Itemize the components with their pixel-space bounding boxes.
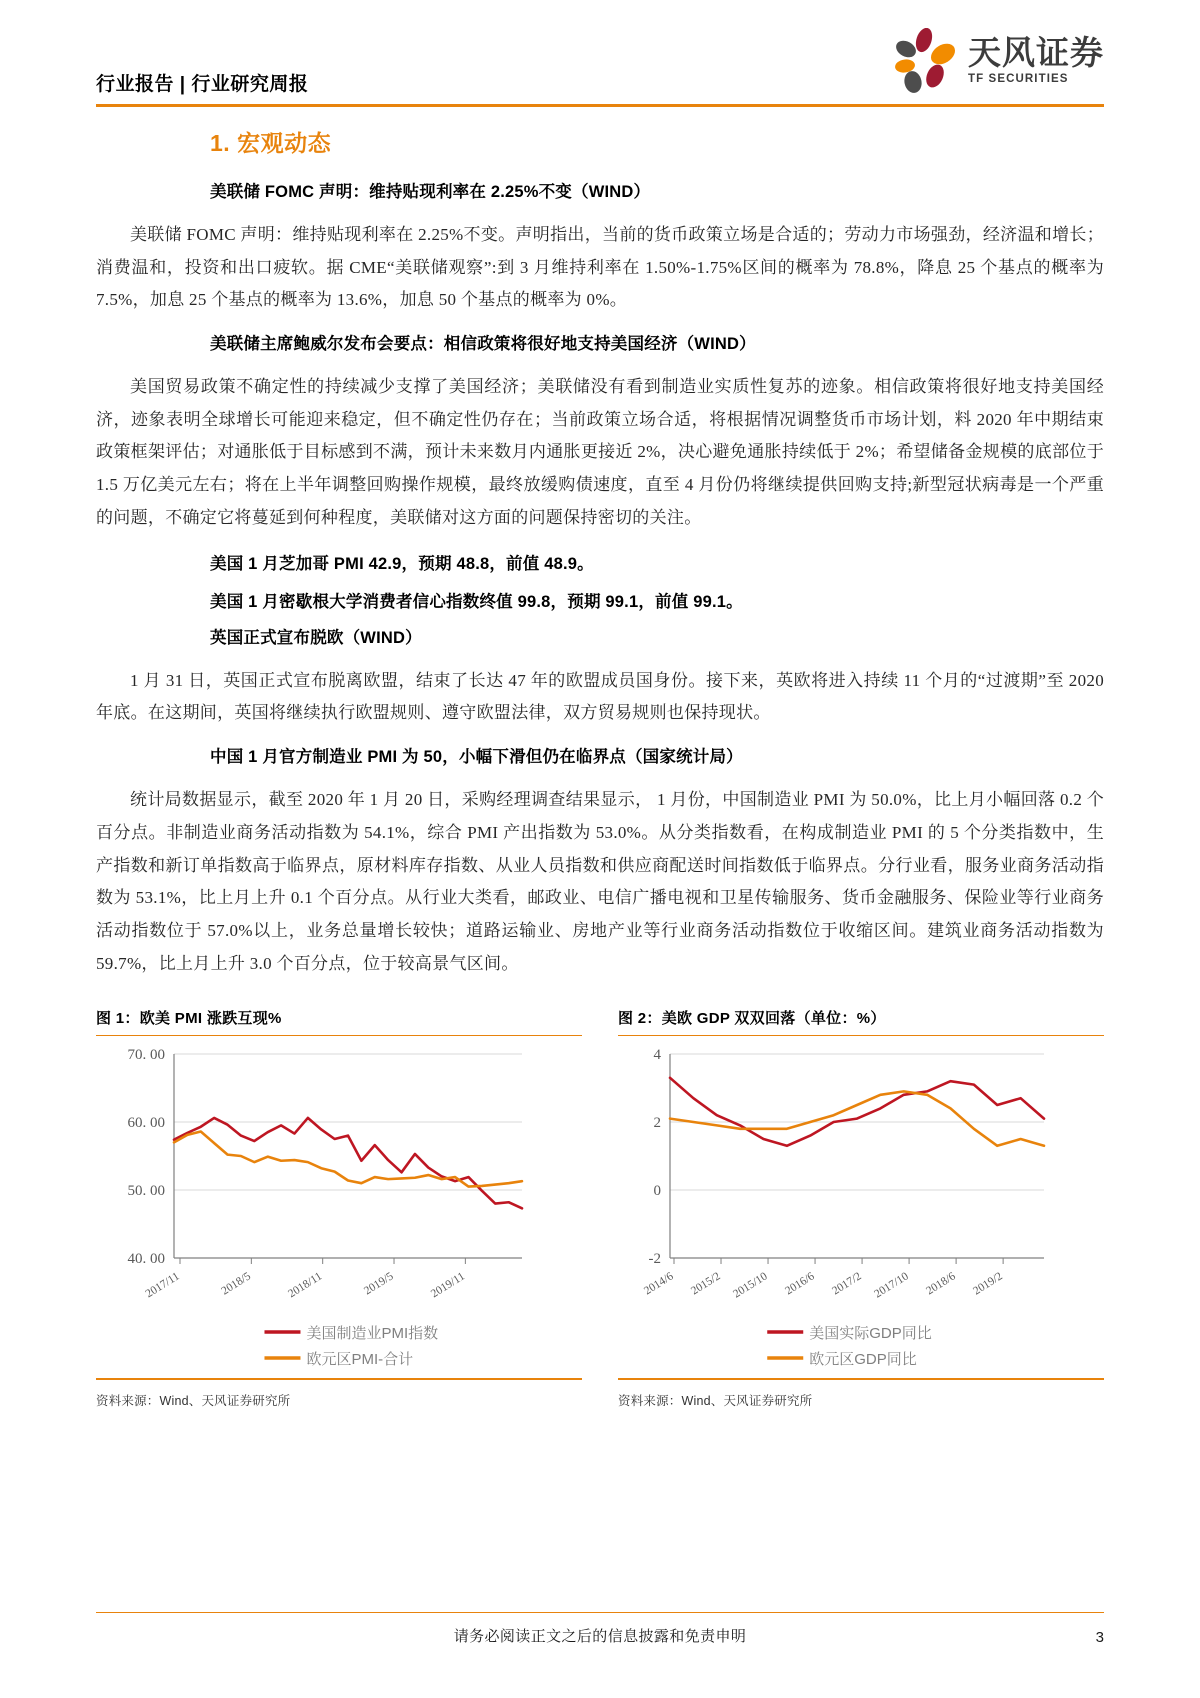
page-footer	[96, 1612, 1104, 1647]
svg-text:2015/10: 2015/10	[731, 1270, 770, 1301]
svg-text:70. 00: 70. 00	[127, 1047, 165, 1064]
pinwheel-logo-icon	[886, 28, 960, 94]
svg-text:2018/6: 2018/6	[924, 1270, 958, 1298]
chart-2-plot	[618, 1036, 1104, 1376]
page-header	[96, 0, 1104, 102]
svg-text:2014/6: 2014/6	[642, 1270, 676, 1298]
svg-text:2015/2: 2015/2	[689, 1270, 723, 1298]
svg-text:美国制造业PMI指数: 美国制造业PMI指数	[306, 1325, 439, 1343]
logo-name-cn: 天风证券	[968, 34, 1104, 72]
body-paragraph: 统计局数据显示，截至 2020 年 1 月 20 日，采购经理调查结果显示， 1 月份，中国制造业 PMI 为 50.0%，比上月小幅回落 0.2 个百分点。非制造业商务活动指数为 54.1%，综合 PMI 产出指数为 53.0%。从分类指数看，在构成制造业 PMI 的 5 个分类指数中，生产指数和新订单指数高于临界点，原材料库存指数、从业人员指数和供应商配送时间指数低于临界点。分行业看，服务业商务活动指数为 53.1%，比上月上升 0.1 个百分点。从行业大类看，邮政业、电信广播电视和卫星传输服务、货币金融服务、保险业等行业商务活动指数位于 57.0%以上，业务总量增长较快；道路运输业、房地产业等行业商务活动指数位于收缩区间。建筑业商务活动指数为 59.7%，比上月上升 3.0 个百分点，位于较高景气区间。	[96, 789, 1104, 973]
svg-text:2: 2	[653, 1115, 661, 1132]
company-logo	[886, 28, 1104, 96]
subsection-heading: 美联储 FOMC 声明：维持贴现利率在 2.25%不变（WIND）	[210, 183, 651, 201]
subsection-heading: 中国 1 月官方制造业 PMI 为 50，小幅下滑但仍在临界点（国家统计局）	[210, 748, 743, 767]
svg-text:2018/5: 2018/5	[219, 1270, 253, 1298]
body-paragraph: 1 月 31 日，英国正式宣布脱离欧盟，结束了长达 47 年的欧盟成员国身份。接下来，英欧将进入持续 11 个月的“过渡期”至 2020 年底。在这期间，英国将继续执行欧盟规则、遵守欧盟法律，双方贸易规则也保持现状。	[96, 670, 1104, 723]
svg-text:40. 00: 40. 00	[127, 1251, 165, 1268]
chart-1-plot	[96, 1036, 582, 1376]
chart-2-source: 资料来源：Wind、天风证券研究所	[618, 1393, 813, 1408]
body-paragraph: 美联储 FOMC 声明：维持贴现利率在 2.25%不变。声明指出，当前的货币政策立场是合适的；劳动力市场强劲，经济温和增长；消费温和，投资和出口疲软。据 CME“美联储观察”:到 3 月维持利率在 1.50%-1.75%区间的概率为 78.8%，降息 25 个基点的概率为 7.5%，加息 25 个基点的概率为 13.6%，加息 50 个基点的概率为 0%。	[96, 224, 1104, 310]
page-title: 1. 宏观动态	[210, 130, 332, 156]
svg-text:0: 0	[653, 1183, 661, 1200]
svg-text:欧元区PMI-合计: 欧元区PMI-合计	[306, 1351, 414, 1369]
svg-text:2019/5: 2019/5	[362, 1270, 396, 1298]
chart-1-caption: 图 1：欧美 PMI 涨跌互现%	[96, 1009, 282, 1027]
svg-text:2017/11: 2017/11	[143, 1270, 182, 1301]
chart-figure-2	[618, 1007, 1104, 1409]
svg-text:4: 4	[653, 1047, 661, 1064]
footer-disclaimer: 请务必阅读正文之后的信息披露和免责申明	[453, 1628, 747, 1645]
svg-text:2018/11: 2018/11	[286, 1270, 325, 1301]
svg-text:2017/2: 2017/2	[830, 1270, 864, 1298]
report-body	[96, 107, 1104, 1409]
stat-line: 美国 1 月密歇根大学消费者信心指数终值 99.8，预期 99.1，前值 99.1。	[210, 592, 743, 611]
svg-text:2019/11: 2019/11	[428, 1270, 467, 1301]
svg-text:-2: -2	[648, 1251, 661, 1268]
logo-wordmark	[968, 36, 1104, 86]
svg-text:2019/2: 2019/2	[971, 1270, 1005, 1298]
stat-line: 美国 1 月芝加哥 PMI 42.9，预期 48.8，前值 48.9。	[210, 554, 594, 573]
subsection-heading: 英国正式宣布脱欧（WIND）	[210, 628, 422, 647]
footer-divider	[96, 1612, 1104, 1614]
logo-name-en: TF SECURITIES	[968, 73, 1069, 86]
charts-row	[96, 1007, 1104, 1409]
chart-2-caption: 图 2：美欧 GDP 双双回落（单位：%）	[618, 1009, 886, 1027]
page-number: 3	[1095, 1629, 1104, 1646]
svg-text:欧元区GDP同比: 欧元区GDP同比	[809, 1351, 917, 1369]
svg-text:2017/10: 2017/10	[872, 1270, 911, 1301]
svg-text:50. 00: 50. 00	[127, 1183, 165, 1200]
svg-text:2016/6: 2016/6	[783, 1270, 817, 1298]
chart-1-source: 资料来源：Wind、天风证券研究所	[96, 1393, 291, 1408]
subsection-heading: 美联储主席鲍威尔发布会要点：相信政策将很好地支持美国经济（WIND）	[210, 335, 756, 354]
svg-text:60. 00: 60. 00	[127, 1115, 165, 1132]
svg-text:美国实际GDP同比: 美国实际GDP同比	[809, 1325, 932, 1343]
chart-figure-1	[96, 1007, 582, 1409]
body-paragraph: 美国贸易政策不确定性的持续减少支撑了美国经济；美联储没有看到制造业实质性复苏的迹象。相信政策将很好地支持美国经济，迹象表明全球增长可能迎来稳定，但不确定性仍存在；当前政策立场合适，将根据情况调整货币市场计划，料 2020 年中期结束政策框架评估；对通胀低于目标感到不满，预计未来数月内通胀更接近 2%，决心避免通胀持续低于 2%；希望储备金规模的底部位于 1.5 万亿美元左右；将在上半年调整回购操作规模，最终放缓购债速度，直至 4 月份仍将继续提供回购支持;新型冠状病毒是一个严重的问题，不确定它将蔓延到何种程度，美联储对这方面的问题保持密切的关注。	[96, 376, 1104, 528]
report-breadcrumb: 行业报告 | 行业研究周报	[96, 74, 309, 95]
